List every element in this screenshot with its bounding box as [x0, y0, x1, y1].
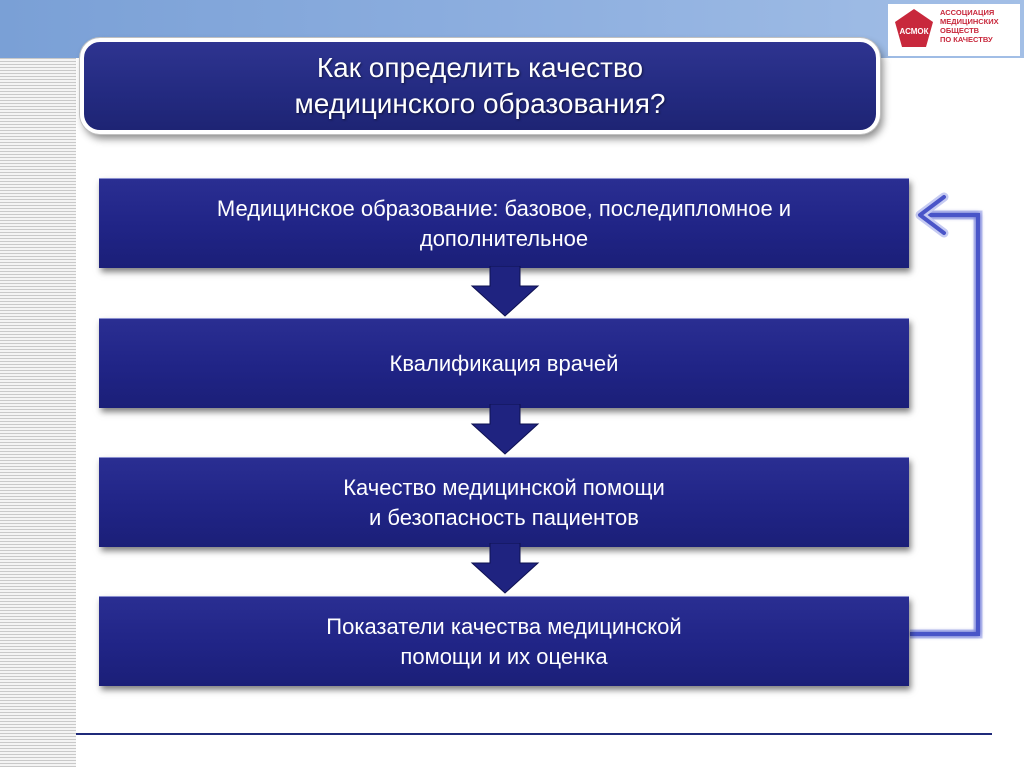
step-text — [343, 473, 665, 533]
step-text — [390, 349, 619, 379]
step-text — [326, 612, 681, 672]
step-box-education — [99, 178, 909, 268]
step-box-qualification — [99, 318, 909, 408]
step-line: Показатели качества медицинской — [326, 613, 682, 639]
step-line: Качество медицинской помощи — [343, 474, 665, 500]
left-stripes — [0, 58, 76, 767]
title-line: Как определить качество — [316, 52, 644, 83]
feedback-loop-arrow — [900, 185, 990, 645]
step-line: Медицинское образование: базовое, последипломное и — [216, 195, 792, 221]
page-title — [295, 50, 666, 122]
step-line: и безопасность пациентов — [369, 504, 639, 530]
title-banner — [80, 38, 880, 134]
down-arrow-icon — [470, 266, 540, 318]
step-box-care-quality — [99, 457, 909, 547]
step-line: помощи и их оценка — [400, 643, 608, 669]
down-arrow-icon — [470, 404, 540, 456]
logo-text — [940, 8, 1020, 44]
asmok-logo — [888, 4, 1020, 56]
step-line: дополнительное — [419, 225, 589, 251]
logo-badge-text: АСМОК — [899, 27, 929, 36]
step-text — [217, 194, 791, 254]
logo-line: МЕДИЦИНСКИХ — [940, 17, 999, 26]
logo-line: АССОЦИАЦИЯ — [940, 8, 995, 17]
logo-line: ПО КАЧЕСТВУ — [940, 35, 993, 44]
step-line: Квалификация врачей — [389, 350, 619, 376]
bottom-divider — [76, 733, 992, 735]
step-box-indicators — [99, 596, 909, 686]
title-line: медицинского образования? — [294, 88, 666, 119]
down-arrow-icon — [470, 543, 540, 595]
asmok-logo-icon — [892, 7, 936, 51]
logo-line: ОБЩЕСТВ — [940, 26, 980, 35]
